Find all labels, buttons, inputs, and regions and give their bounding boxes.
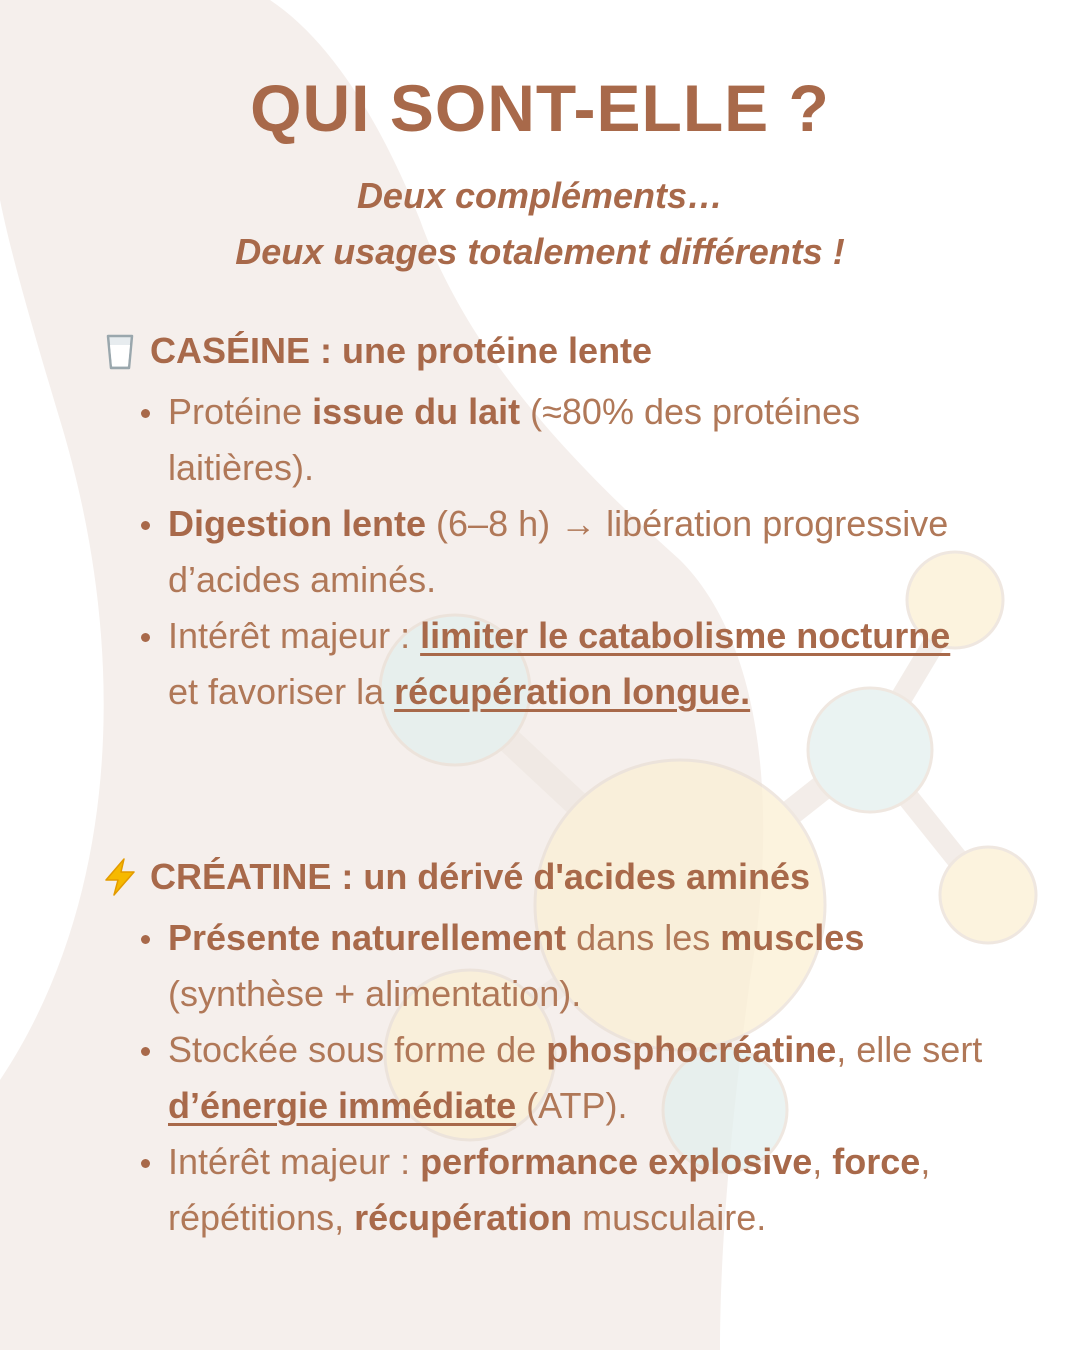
list-item <box>135 608 985 720</box>
caseine-list <box>135 384 985 720</box>
bold-text: phosphocréatine <box>546 1029 837 1070</box>
bold-text: performance explosive <box>420 1141 813 1182</box>
glass-of-milk-icon <box>100 331 140 371</box>
list-item <box>135 384 985 496</box>
subtitle <box>0 168 1080 280</box>
text: Stockée sous forme de <box>168 1029 547 1070</box>
bold-text: Présente naturellement <box>168 917 567 958</box>
text: (ATP). <box>516 1085 628 1126</box>
creatine-list <box>135 910 985 1246</box>
subtitle-line-2: Deux usages totalement différents ! <box>235 231 845 272</box>
page-title: QUI SONT-ELLE ? <box>250 71 830 145</box>
text: , répétitions, <box>168 1141 931 1238</box>
text: , <box>812 1141 833 1182</box>
caseine-heading <box>100 330 652 372</box>
creatine-heading <box>100 856 810 898</box>
text: Intérêt majeur : <box>168 1141 421 1182</box>
text: , elle sert <box>836 1029 983 1070</box>
text: dans les <box>566 917 721 958</box>
bold-text: muscles <box>720 917 865 958</box>
bold-text: Digestion lente <box>168 503 427 544</box>
creatine-heading-text: CRÉATINE : un dérivé d'acides aminés <box>150 856 811 897</box>
text: (6–8 h) → libération progressive d’acides aminés. <box>168 503 949 600</box>
underlined-text: d’énergie immédiate <box>168 1085 517 1126</box>
text: Protéine <box>168 391 313 432</box>
list-item <box>135 1022 985 1134</box>
text: (synthèse + alimentation). <box>168 973 582 1014</box>
list-item <box>135 910 985 1022</box>
bold-text: force <box>832 1141 921 1182</box>
list-item <box>135 496 985 608</box>
bold-text: récupération <box>354 1197 573 1238</box>
subtitle-line-1: Deux compléments… <box>356 175 724 216</box>
underlined-text: limiter le catabolisme nocturne <box>420 615 951 656</box>
text: Intérêt majeur : <box>168 615 421 656</box>
list-item <box>135 1134 985 1246</box>
text: et favoriser la <box>168 671 395 712</box>
text: (≈80% des protéines laitières). <box>168 391 861 488</box>
underlined-text: récupération longue. <box>394 671 751 712</box>
bold-text: issue du lait <box>312 391 521 432</box>
lightning-bolt-icon <box>100 857 140 897</box>
caseine-heading-text: CASÉINE : une protéine lente <box>150 330 653 371</box>
text: musculaire. <box>572 1197 767 1238</box>
